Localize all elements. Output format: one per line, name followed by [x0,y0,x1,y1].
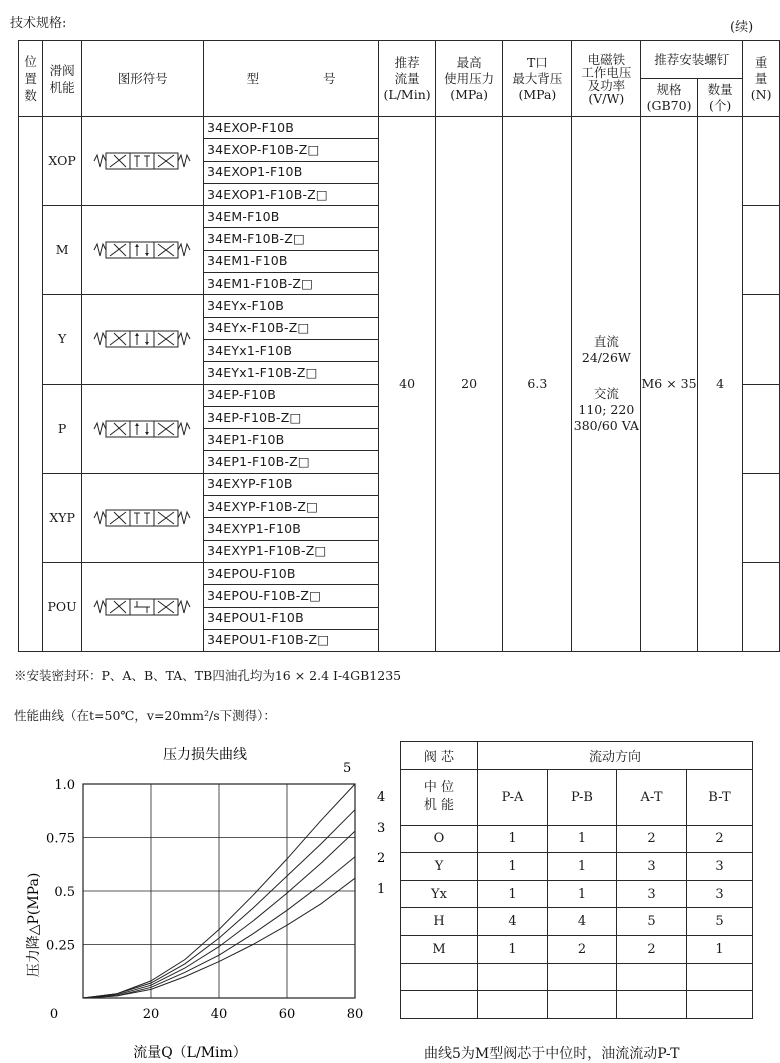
y-axis-label: 压力降△P(MPa) [26,872,42,978]
flow-col-at: A-T [617,769,687,825]
flow-row-spool: M [401,935,478,963]
flow-empty-cell [687,991,753,1019]
chart-title: 压力损失曲线 [163,747,247,763]
model-cell: 34EP1-F10B [203,429,378,451]
model-cell: 34EYx1-F10B [203,339,378,361]
model-cell: 34EXOP-F10B-Z□ [203,139,378,161]
flow-value-cell: 1 [478,935,548,963]
model-cell: 34EM-F10B-Z□ [203,228,378,250]
model-cell: 34EP1-F10B-Z□ [203,451,378,473]
valve-symbol [82,295,204,384]
header-bolts: 推荐安装螺钉 [641,41,743,79]
flow-row-label: 中 位 机 能 [401,769,478,825]
flow-value-cell: 3 [687,880,753,908]
flow-value-cell: 1 [478,853,548,881]
model-cell: 34EP-F10B [203,384,378,406]
flow-row-spool: O [401,825,478,853]
y-tick-label: 0.75 [46,831,75,847]
header-tport: T口 最大背压 (MPa) [503,41,572,117]
chart-caption: 曲线5为M型阀芯于中位时，油流流动P-T [424,1046,680,1062]
header-model: 型 号 [203,41,378,117]
model-cell: 34EYx1-F10B-Z□ [203,362,378,384]
flow-value-cell: 1 [478,825,548,853]
flow-empty-cell [687,963,753,991]
valve-symbol [82,473,204,562]
weight-cell [743,206,780,295]
flow-empty-cell [617,963,687,991]
model-cell: 34EPOU-F10B [203,562,378,584]
y-tick-label: 1.0 [54,778,75,793]
flow-value-cell: 3 [617,853,687,881]
series-label-2: 2 [377,851,386,866]
header-weight: 重 量 (N) [743,41,780,117]
header-flow: 推荐 流量 (L/Min) [379,41,436,117]
header-spool: 滑阀机能 [42,41,82,117]
model-cell: 34EYx-F10B-Z□ [203,317,378,339]
weight-cell [743,295,780,384]
flow-empty-cell [401,991,478,1019]
flow-row-spool: H [401,908,478,936]
bolt-qty-cell: 4 [697,117,742,652]
spool-cell: P [42,384,82,473]
flow-row-spool: Y [401,853,478,881]
header-symbol: 图形符号 [82,41,204,117]
y-tick-label: 0.5 [54,885,75,900]
model-cell: 34EXOP1-F10B-Z□ [203,183,378,205]
model-cell: 34EPOU1-F10B [203,607,378,629]
series-label-5: 5 [343,761,352,776]
model-cell: 34EXYP-F10B-Z□ [203,496,378,518]
weight-cell [743,117,780,206]
position-cell [19,117,43,652]
spool-cell: Y [42,295,82,384]
x-tick-label: 60 [278,1007,296,1022]
x-tick-label: 0 [49,1007,59,1022]
flow-value-cell: 1 [548,880,617,908]
x-tick-label: 80 [346,1007,364,1022]
series-label-3: 3 [377,821,386,836]
flow-value-cell: 1 [478,880,548,908]
solenoid-ac: 交流 110; 220 380/60 VA [573,386,639,434]
pressure-loss-chart [0,735,395,1061]
flow-cell: 40 [379,117,436,652]
flow-value-cell: 1 [687,935,753,963]
x-tick-label: 40 [210,1007,228,1022]
model-cell: 34EXYP1-F10B-Z□ [203,540,378,562]
flow-header-spool: 阀 芯 [401,742,478,770]
flow-empty-cell [548,991,617,1019]
flow-empty-cell [401,963,478,991]
flow-row [401,880,753,908]
header-bolt-qty: 数量 (个) [697,79,742,117]
flow-empty-cell [548,963,617,991]
model-cell: 34EM1-F10B [203,250,378,272]
bolt-spec-cell: M6 × 35 [641,117,698,652]
header-position: 位置数 [19,41,43,117]
valve-symbol [82,117,204,206]
weight-cell [743,384,780,473]
flow-empty-cell [478,991,548,1019]
x-tick-label: 20 [142,1007,160,1022]
weight-cell [743,562,780,651]
flow-value-cell: 2 [687,825,753,853]
flow-col-bt: B-T [687,769,753,825]
flow-header-direction: 流动方向 [478,742,753,770]
flow-value-cell: 1 [548,853,617,881]
page-title: 技术规格: [10,16,67,31]
flow-value-cell: 2 [548,935,617,963]
x-axis-label: 流量Q（L/Mim） [133,1045,247,1061]
model-cell: 34EPOU-F10B-Z□ [203,585,378,607]
spool-cell: XYP [42,473,82,562]
flow-empty-row [401,991,753,1019]
pressure-cell: 20 [436,117,503,652]
flow-value-cell: 3 [687,853,753,881]
valve-symbol [82,384,204,473]
spec-row [19,117,780,139]
performance-label: 性能曲线（在t=50℃，v=20mm²/s下测得）： [14,708,276,723]
flow-empty-cell [617,991,687,1019]
valve-symbol [82,206,204,295]
flow-row [401,853,753,881]
flow-row [401,825,753,853]
flow-col-pb: P-B [548,769,617,825]
header-pressure: 最高 使用压力 (MPa) [436,41,503,117]
flow-empty-cell [478,963,548,991]
model-cell: 34EPOU1-F10B-Z□ [203,629,378,651]
header-solenoid: 电磁铁 工作电压 及功率 (V/W) [572,41,641,117]
model-cell: 34EM-F10B [203,206,378,228]
flow-value-cell: 4 [478,908,548,936]
flow-empty-row [401,963,753,991]
model-cell: 34EXOP-F10B [203,117,378,139]
flow-value-cell: 2 [617,825,687,853]
spec-table [18,40,780,652]
model-cell: 34EM1-F10B-Z□ [203,273,378,295]
flow-value-cell: 2 [617,935,687,963]
model-cell: 34EXYP-F10B [203,473,378,495]
weight-cell [743,473,780,562]
flow-row [401,935,753,963]
model-cell: 34EXOP1-F10B [203,161,378,183]
header-bolt-spec: 规格 (GB70) [641,79,698,117]
flow-row-spool: Yx [401,880,478,908]
seal-note: ※安装密封环：P、A、B、TA、TB四油孔均为16 × 2.4 I-4GB1235 [14,668,402,683]
flow-value-cell: 5 [687,908,753,936]
continued-label: (续) [730,20,754,35]
y-tick-label: 0.25 [46,938,75,954]
solenoid-dc: 直流 24/26W [581,334,631,366]
flow-col-pa: P-A [478,769,548,825]
solenoid-cell [572,117,641,652]
series-label-1: 1 [377,882,386,897]
flow-value-cell: 1 [548,825,617,853]
spool-cell: POU [42,562,82,651]
model-cell: 34EXYP1-F10B [203,518,378,540]
tport-cell: 6.3 [503,117,572,652]
model-cell: 34EP-F10B-Z□ [203,406,378,428]
flow-value-cell: 3 [617,880,687,908]
flow-value-cell: 4 [548,908,617,936]
flow-direction-table [400,741,753,1019]
spool-cell: M [42,206,82,295]
flow-value-cell: 5 [617,908,687,936]
valve-symbol [82,562,204,651]
spool-cell: XOP [42,117,82,206]
series-label-4: 4 [377,790,386,805]
flow-row [401,908,753,936]
model-cell: 34EYx-F10B [203,295,378,317]
